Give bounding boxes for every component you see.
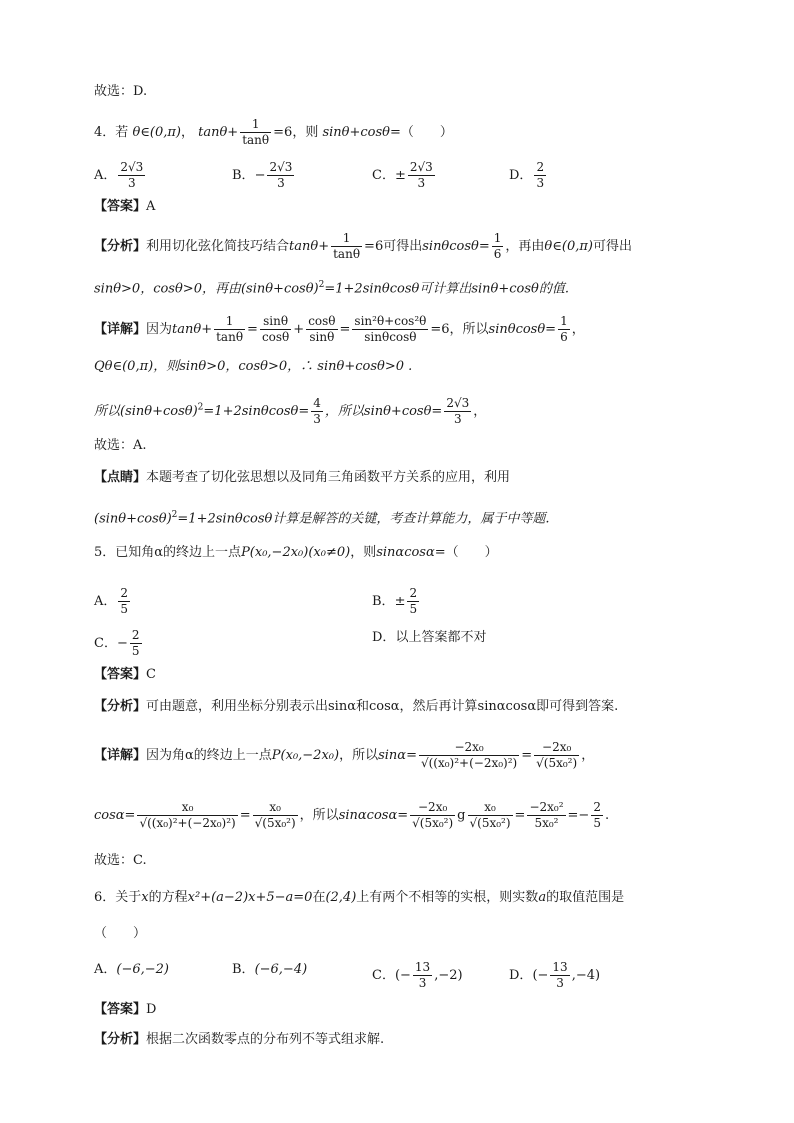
text-detail-2c: ，所以 [299,808,339,823]
text-analysis-1e: θ∈(0,π) [544,239,593,254]
text-opt-c-num: 2 [131,628,140,642]
q4-option-c [372,160,437,191]
q6-option-c [372,960,463,991]
text-answer: D [146,1002,157,1017]
text-stem-b: 的方程 [148,890,188,905]
text-opt-a-den: 5 [120,602,129,616]
text-answer-tag: 【答案】 [94,1002,147,1017]
text-detail-1d-num: −2x₀ [419,740,519,756]
text-opt-b-num: 2√3 [269,160,293,174]
text-detail-3c-den: 3 [453,412,462,426]
text-detail-1e: = [339,322,351,337]
text-analysis: 可由题意，利用坐标分别表示出sinα和cosα，然后再计算sinαcosα即可得到答案. [146,699,619,714]
text-detail-3c: ，所以sinθ+cosθ= [324,404,443,419]
text-cond2-den: tanθ [333,247,361,261]
text-detail-1f: ， [581,748,595,763]
fraction [534,740,579,771]
fraction [410,800,455,831]
text-opt-b-den: 3 [277,176,285,190]
text-opt-c-close: ,−2) [434,968,463,983]
fraction [550,960,569,991]
text-opt-b-label: B． [232,168,255,183]
text-detail-3a: 所以(sinθ+cosθ) [94,404,198,419]
text-stem-d: 上有两个不相等的实根，则实数 [356,890,539,905]
q5-option-b [372,586,421,617]
text-detail-2e-den: √(5x₀²) [469,816,511,830]
fraction [130,628,142,659]
text-param: a [538,890,547,905]
text-opt-c-label: C． [94,636,117,651]
q6-option-d [509,960,600,991]
text-analysis: 根据二次函数零点的分布列不等式组求解. [146,1032,385,1047]
text-stem-c: 在 [312,890,326,905]
text-detail-2g-num: 2 [593,800,601,814]
q6-analysis [94,1030,754,1050]
text-stem-a: 若 [115,125,129,140]
text-opt-c-sign: ± [394,168,406,183]
text-stem-b: ，则 [350,545,377,560]
q4-stem: 4．若 θ∈(0,π)， tanθ+ $\frac{1}{\tan\theta}$ =6，则 sinθ+cosθ=（ ） [94,117,453,147]
text-detail-1g-num: 1 [560,314,568,328]
text-opt-c-den: 5 [131,644,140,658]
text-opt-d-label: D． [372,630,396,645]
q4-option-a [94,160,147,191]
fraction [267,160,294,191]
q4-detail-2 [94,357,754,377]
q5-option-a [94,586,132,617]
fraction [407,586,419,617]
text-opt-b-num: 2 [409,586,418,600]
text-stem-e: 的取值范围是 [546,890,625,905]
text-detail-2e: g [457,808,466,823]
text-answer-tag: 【答案】 [94,199,147,214]
text-detail-1b-num: 1 [214,314,245,330]
text-detail-1b: P(x₀,−2x₀) [271,748,340,763]
text-detail-2a-num: x₀ [137,800,237,816]
text-interval: (2,4) [325,890,357,905]
text-analysis-tag: 【分析】 [94,699,147,714]
q5-option-d [372,628,486,648]
text-detail-1c: = [247,322,258,337]
text-detail-3c-num: 2√3 [446,396,470,410]
text-analysis-2: sinθ>0，cosθ>0，再由(sinθ+cosθ) [94,281,319,297]
text-opt-c-den: 3 [417,176,426,190]
text-detail-2: Qθ∈(0,π)，则sinθ>0，cosθ>0，∴ sinθ+cosθ>0 . [94,359,413,374]
text-detail-1b: tanθ+ [172,322,213,337]
fraction [214,314,245,345]
fraction [352,314,428,345]
text-opt-d-close: ,−4) [571,968,601,983]
fraction [240,117,271,148]
text-detail-1c-den: cosθ [261,330,290,344]
text-detail-2f: = [514,808,526,823]
text-detail-1a: 因为 [146,322,173,337]
fraction [331,231,362,262]
q6-option-a [94,960,169,980]
text-opt-b: (−6,−4) [254,962,308,977]
text-detail-2d-den: √(5x₀²) [412,816,454,830]
text-cond1: θ∈(0,π) [132,125,181,140]
text-opt-d-label: D． [509,968,533,983]
text-detail-1c: ，所以 [339,748,379,763]
text-analysis-1f: 可得出 [592,239,632,254]
text-detail-tag: 【详解】 [94,322,147,337]
text-cond2-den: tanθ [242,133,270,147]
q5-detail-2 [94,800,754,831]
text-opt-b-label: B． [372,594,395,609]
text-paren: （ ） [400,125,453,140]
q5-answer [94,665,754,685]
q6-stem [94,888,754,908]
text-opt-a-num: 2 [120,586,129,600]
text-num: 4． [94,125,116,140]
text-detail-2a-den: √((x₀)²+(−2x₀)²) [139,816,236,830]
text-analysis-tag: 【分析】 [94,239,147,254]
text-stem: 已知角α的终边上一点 [115,545,242,560]
fraction [306,314,337,345]
text-detail-1d-num: cosθ [308,314,336,328]
text-cond2-rhs: =6 [273,125,293,140]
q6-option-b [232,960,307,980]
text-detail-1b-den: tanθ [216,330,244,344]
text-opt-d-num: 2 [536,160,545,174]
text-detail-3a-sup: 2 [197,402,204,413]
text-detail-3b-num: 4 [313,396,321,410]
text-select: 故选：C. [94,853,147,868]
text-detail-2g-den: 5 [593,816,601,830]
text-cond2-rhs: =6 [364,239,384,254]
text-analysis-1c: sinθcosθ= [422,239,490,254]
text-cond: (x₀≠0) [308,545,351,560]
fraction [558,314,570,345]
text-select: 故选：A. [94,438,147,453]
text-detail-1a: 因为角α的终边上一点 [146,748,272,763]
text-opt-d-open: (− [532,968,549,983]
q4-answer [94,197,754,217]
text-opt-b-den: 5 [409,602,418,616]
text-opt-c-label: C． [372,168,395,183]
text-detail-1d-den: sinθ [309,330,335,344]
text-opt-d-num: 13 [552,960,568,974]
text-detail-1e: = [521,748,533,763]
text-answer-tag: 【答案】 [94,667,147,682]
text-answer: A [146,199,156,214]
text-detail-2h: . [604,808,610,823]
fraction [408,160,435,191]
text-detail-1h: ， [571,322,585,337]
text-l-select-d: 故选：D. [94,84,148,99]
text-opt-a-label: A． [94,168,117,183]
text-detail-3d: ， [473,404,487,419]
q4-detail-1 [94,314,754,345]
fraction [527,800,565,831]
text-cond2: tanθ+ [198,125,239,140]
text-detail-1d-den: √((x₀)²+(−2x₀)²) [420,756,518,770]
text-opt-c-num: 13 [414,960,431,974]
text-detail-2f-den: 5x₀² [534,816,559,830]
text-detail-1g-den: 6 [560,330,568,344]
q4-comment-2 [94,505,754,529]
text-detail-1f: =6，所以 [430,322,489,337]
text-detail-3b-den: 3 [313,412,321,426]
fraction [534,160,546,191]
text-analysis-tag: 【分析】 [94,1032,147,1047]
text-equation: x²+(a−2)x+5−a=0 [187,890,313,905]
text-analysis-1c-num: 1 [493,231,502,245]
text-detail-2b-num: x₀ [253,800,298,816]
text-analysis-1b: 可得出 [383,239,423,254]
text-analysis-2b: =1+2sinθcosθ可计算出sinθ+cosθ的值. [324,281,569,297]
text-detail-1e-den: sinθcosθ [364,330,417,344]
q4-analysis-2 [94,275,754,299]
text-detail-1g: sinθcosθ= [488,322,557,337]
text-comment-tag: 【点睛】 [94,470,147,485]
q4-analysis-1 [94,231,754,262]
text-cond2-num: 1 [240,117,271,133]
text-opt-c-open: (− [394,968,411,983]
fraction [468,800,513,831]
text-analysis-1c-den: 6 [493,247,502,261]
text-detail-2d-num: −2x₀ [410,800,455,816]
text-detail-2b-den: √(5x₀²) [254,816,296,830]
text-comment-2a: (sinθ+cosθ) [94,511,172,527]
fraction [118,160,145,191]
q4-option-d [509,160,548,191]
text-opt-c-num: 2√3 [409,160,433,174]
fraction [591,800,603,831]
text-detail-1c-num: sinθ [260,314,291,330]
q5-select [94,851,754,871]
text-detail-1e-num: −2x₀ [534,740,579,756]
text-detail-2d: sinαcosα= [338,808,409,823]
text-opt-a: (−6,−2) [116,962,169,977]
fraction [260,314,291,345]
text-comment-1: 本题考查了切化弦思想以及同角三角函数平方关系的应用，利用 [146,470,511,485]
text-answer: C [146,667,156,682]
text-opt-d-text: 以上答案都不对 [395,630,487,645]
text-num: 6． [94,890,116,905]
q4-select [94,436,754,456]
text-opt-a-label: A． [94,594,117,609]
text-point: P(x₀,−2x₀) [241,545,309,560]
text-detail-tag: 【详解】 [94,748,147,763]
text-var: x [141,890,149,905]
text-opt-d-den: 3 [536,176,545,190]
text-stem-a: 关于 [115,890,142,905]
text-detail-1e-den: √(5x₀²) [536,756,578,770]
q5-stem [94,543,754,563]
text-target: sinθ+cosθ= [322,125,401,140]
q4-option-b [232,160,296,191]
text-detail-2f-num: −2x₀² [529,800,564,814]
text-detail-2b: = [239,808,251,823]
text-num: 5． [94,545,116,560]
fraction [137,800,237,831]
text-detail-1d: sinα= [378,748,417,763]
fraction [253,800,298,831]
text-analysis-1d: ，再由 [505,239,545,254]
text-opt-d-den: 3 [556,976,564,990]
text-detail-2e-num: x₀ [468,800,513,816]
text-cond2-num: 1 [331,231,362,247]
select-line [94,82,754,102]
text-analysis-1: 利用切化弦化简技巧结合 [146,239,290,254]
text-paren: （ ） [445,545,498,560]
text-opt-c-den: 3 [418,976,427,990]
fraction [413,960,432,991]
text-comment-2-sup: 2 [171,510,178,520]
text-detail-1d: + [293,322,305,337]
q4-detail-3 [94,396,754,427]
text-opt-c-sign: − [116,636,128,651]
q5-analysis [94,697,754,717]
text-opt-c-label: C． [372,968,395,983]
text-target: sinαcosα= [376,545,446,560]
text-opt-d-label: D． [509,168,533,183]
text-opt-b-sign: − [254,168,266,183]
q4-comment-1 [94,468,754,488]
text-stem-b: ，则 [292,125,319,140]
q5-detail-1 [94,740,754,771]
text-detail-2g: =− [567,808,590,823]
text-comment-2b: =1+2sinθcosθ计算是解答的关键，考查计算能力，属于中等题. [177,511,550,527]
text-opt-b-sign: ± [394,594,406,609]
text-detail-2a: cosα= [94,808,136,823]
text-paren: （ ） [94,926,147,941]
text-detail-1e-num: sin²θ+cos²θ [354,314,427,328]
text-opt-a-num: 2√3 [120,160,144,174]
fraction [419,740,519,771]
text-detail-3b: =1+2sinθcosθ= [203,404,310,419]
text-cond2: tanθ+ [289,239,330,254]
fraction [492,231,504,262]
text-opt-b-label: B． [232,962,255,977]
text-analysis-2-sup: 2 [318,280,325,290]
q6-answer [94,1000,754,1020]
text-opt-a-den: 3 [128,176,136,190]
fraction [311,396,323,427]
q5-option-c [94,628,144,659]
fraction [118,586,130,617]
text-opt-a-label: A． [94,962,117,977]
q6-paren [94,924,754,944]
fraction [444,396,471,427]
